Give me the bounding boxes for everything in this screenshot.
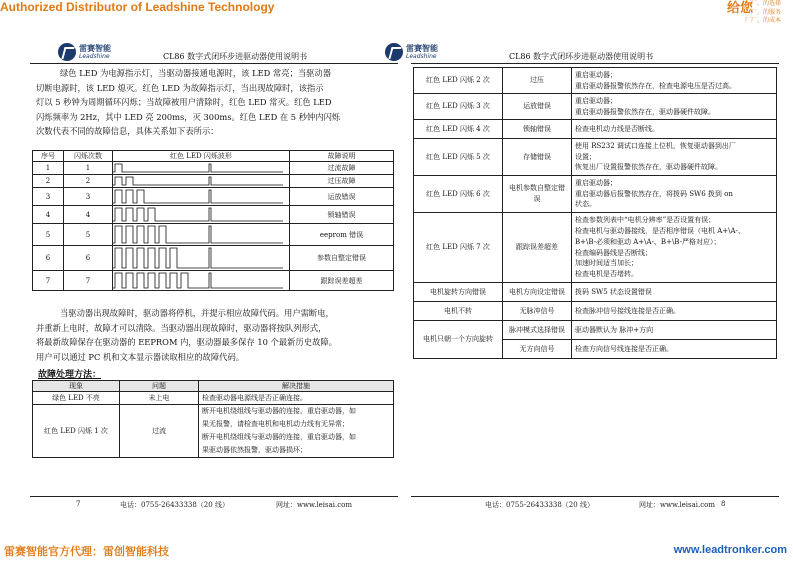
website-link[interactable]: www.leadtronker.com (673, 544, 787, 556)
fix-table: 现象 问题 解决措施 绿色 LED 不亮 未上电 检查驱动器电源线是否正确连接。 红色 LED 闪烁 1 次 过流 断开电机绕组线与驱动器的连接，重启驱动器，如 果无报警，请检查电机和电机动力线有无异常； 断开电机绕组线与驱动器的连接，重启驱动器，如 果驱动器依然报警，驱动器损坏； (32, 380, 394, 458)
agent-banner: 雷赛智能官方代理：雷创智能科技 (4, 545, 169, 558)
left-page (28, 38, 398, 508)
blink-waveform (113, 271, 290, 291)
footer-phone: 电话：0755-26433338（20 线） (120, 501, 229, 509)
table-row: 电机只朝一个方向旋转 脉冲模式选择错误 驱动器默认为 脉冲+方向 (414, 321, 777, 340)
blink-waveform (113, 246, 290, 271)
table-row: 3 3 运放错误 (33, 188, 394, 206)
header-rule (30, 63, 398, 64)
fix-heading: 故障处理方法： (38, 370, 102, 380)
table-row: 1 1 过流故障 (33, 162, 394, 175)
footer-rule (30, 496, 398, 497)
table-row: 2 2 过压故障 (33, 175, 394, 188)
header-rule (411, 63, 779, 64)
leadshine-logo-icon (385, 43, 403, 61)
blink-table: 序号 闪烁次数 红色 LED 闪烁波形 故障说明 1 1 过流故障 2 2 过压故障 3 3 运放错误 4 4 锁轴错误 5 5 eeprom 错误 6 6 参数自整定错误 7 7 跟踪误差超差 (32, 150, 394, 291)
table-row: 无方向信号 检查方向信号线连接是否正确。 (414, 340, 777, 359)
blink-waveform (113, 188, 290, 206)
table-row: 5 5 eeprom 错误 (33, 224, 394, 246)
blink-pulse-trace (113, 177, 283, 185)
blink-pulse-trace (113, 226, 283, 243)
footer-website: 网址：www.leisai.com (639, 501, 715, 509)
blink-pulse-trace (113, 248, 283, 268)
table-row: 6 6 参数自整定错误 (33, 246, 394, 271)
blink-pulse-trace (113, 190, 283, 203)
table-row: 绿色 LED 不亮 未上电 检查驱动器电源线是否正确连接。 (33, 392, 394, 405)
doc-title: CL86 数字式闭环步进驱动器使用说明书 (509, 52, 654, 61)
right-page (406, 38, 783, 509)
brand-lines: 厂厂，的选择 厂厂，的服务 厂厂，的成本 (745, 0, 782, 24)
table-row: 红色 LED 闪烁 3 次 运放错误 重启驱动器； 重启驱动器报警依然存在，驱动器硬件故障。 (414, 94, 777, 120)
blink-pulse-trace (113, 208, 283, 221)
leadshine-logo: 雷赛智能 Leadshine (58, 43, 128, 65)
leadshine-logo: 雷赛智能 Leadshine (385, 43, 455, 65)
footer-phone: 电话：0755-26433338（20 线） (485, 501, 594, 509)
table-row: 4 4 锁轴错误 (33, 206, 394, 224)
table-row: 红色 LED 闪烁 4 次 锁轴错误 检查电机动力线是否断线。 (414, 120, 777, 139)
blink-pulse-trace (113, 164, 283, 172)
brand-logo (727, 0, 787, 32)
table-row: 电机不转 无脉冲信号 检查脉冲信号接线连接是否正确。 (414, 302, 777, 321)
footer-rule (411, 496, 779, 497)
table-row: 红色 LED 闪烁 1 次 过流 断开电机绕组线与驱动器的连接，重启驱动器，如 果无报警，请检查电机和电机动力线有无异常； 断开电机绕组线与驱动器的连接，重启驱动器，如 果驱动器依然报警，驱动器损坏； (33, 405, 394, 458)
distributor-banner: Authorized Distributor of Leadshine Technology (0, 0, 275, 14)
table-row: 红色 LED 闪烁 7 次 跟踪误差超差 检查参数列表中“电机分辨率”是否设置有误； 检查电机与驱动器接线，是否相序错误（电机 A+\A-、 B+\B-必须和驱动 A+\A-、B+\B-严格对应）； 检查编码器线是否断线； 加速时间适当加长； 检查电机是否堵转。 (414, 213, 777, 283)
fault-storage-paragraph: 当驱动器出现故障时，驱动器将停机，并提示相应故障代码。用户需断电， 并重新上电时，故障才可以清除。当驱动器出现故障时，驱动器将按队列形式， 将最新故障保存在驱动器的 EEPROM 内，驱动器最多保存 10 个最新历史故障。 用户可以通过 PC 机和文本显示器读取相应的故障代码。 (36, 308, 337, 362)
blink-waveform (113, 206, 290, 224)
table-row: 红色 LED 闪烁 6 次 电机参数自整定错误 重启驱动器； 重启驱动器后报警依然存在，将拨码 SW6 拨到 on 状态。 (414, 176, 777, 213)
table-row: 7 7 跟踪误差超差 (33, 271, 394, 291)
fault-table (413, 67, 777, 359)
table-row: 电机旋转方向错误 电机方向设定错误 拨码 SW5 状态设置错误 (414, 283, 777, 302)
brand-chars: 给您 (727, 1, 754, 16)
doc-title: CL86 数字式闭环步进驱动器使用说明书 (163, 52, 308, 61)
intro-paragraph: 绿色 LED 为电源指示灯，当驱动器接通电源时，该 LED 常亮；当驱动器 切断电源时，该 LED 熄灭。红色 LED 为故障指示灯，当出现故障时，该指示 灯以 5 秒钟为周期循环闪烁；当故障被用户清除时，红色 LED 常灭。红色 LED 闪烁频率为 2Hz，其中 LED 亮 200ms，灭 300ms。红色 LED 在 5 秒钟内闪烁 次数代表不同的故障信息，具体关系如下表所示： (36, 68, 341, 137)
blink-waveform (113, 175, 290, 188)
page-number: 8 (721, 500, 726, 508)
footer-website: 网址：www.leisai.com (276, 501, 352, 509)
blink-pulse-trace (113, 273, 283, 288)
table-row: 红色 LED 闪烁 2 次 过压 重启驱动器； 重启驱动器报警依然存在，检查电源电压是否过高。 (414, 68, 777, 94)
leadshine-logo-icon (58, 43, 76, 61)
table-row: 红色 LED 闪烁 5 次 存储错误 使用 RS232 调试口连接上位机，恢复驱动器到出厂 设置； 恢复出厂设置报警依然存在，驱动器硬件故障。 (414, 139, 777, 176)
page-number: 7 (76, 500, 81, 508)
blink-waveform (113, 224, 290, 246)
blink-waveform (113, 162, 290, 175)
